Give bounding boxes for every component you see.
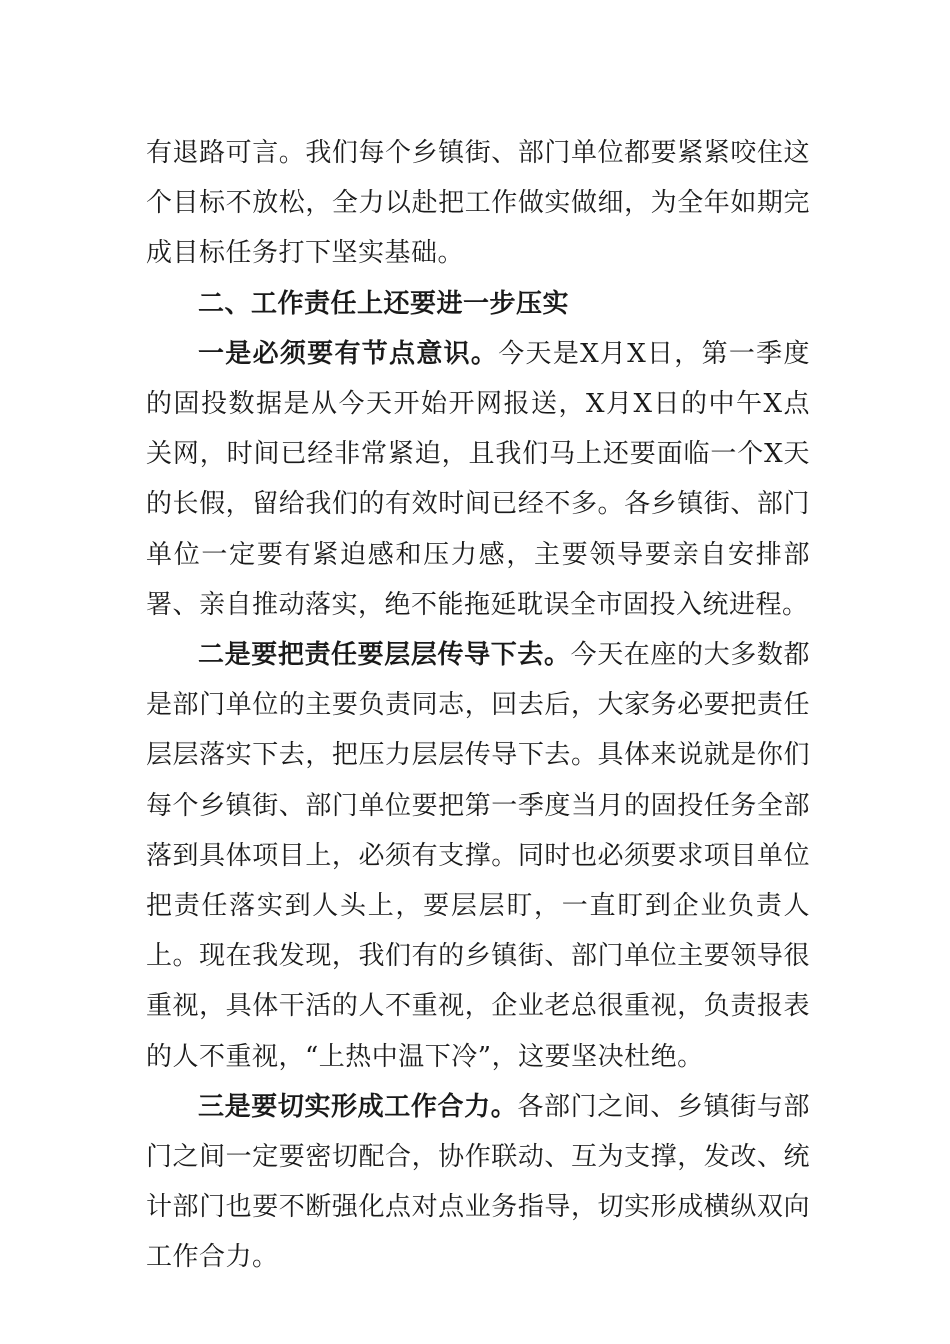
continuation-paragraph: 有退路可言。我们每个乡镇街、部门单位都要紧紧咬住这个目标不放松，全力以赴把工作做实做细，为全年如期完成目标任务打下坚实基础。 bbox=[146, 138, 810, 269]
item-lead-2: 二是要把责任要层层传导下去。 bbox=[198, 640, 571, 671]
item-body-2: 今天在座的大多数都是部门单位的主要负责同志，回去后，大家务必要把责任层层落实下去，把压力层层传导下去。具体来说就是你们每个乡镇街、部门单位要把第一季度当月的固投任务全部落到具体项目上，必须有支撑。同时也必须要求项目单位把责任落实到人头上，要层层盯，一直盯到企业负责人上。现在我发现，我们有的乡镇街、部门单位主要领导很重视，具体干活的人不重视，企业老总很重视，负责报表的人不重视，“上热中温下冷”，这要坚决杜绝。 bbox=[146, 640, 810, 1072]
item-body-3: 各部门之间、乡镇街与部门之间一定要密切配合，协作联动、互为支撑，发改、统计部门也要不断强化点对点业务指导，切实形成横纵双向工作合力。 bbox=[146, 1091, 810, 1273]
item-lead-3: 三是要切实形成工作合力。 bbox=[198, 1091, 518, 1122]
item-paragraph-2 bbox=[146, 630, 810, 1082]
item-paragraph-3 bbox=[146, 1082, 810, 1283]
item-body-1: 今天是X月X日，第一季度的固投数据是从今天开始开网报送，X月X日的中午X点关网，时间已经非常紧迫，且我们马上还要面临一个X天的长假，留给我们的有效时间已经不多。各乡镇街、部门单位一定要有紧迫感和压力感，主要领导要亲自安排部署、亲自推动落实，绝不能拖延耽误全市固投入统进程。 bbox=[146, 338, 810, 620]
section-heading: 二、工作责任上还要进一步压实 bbox=[198, 288, 570, 319]
document-page bbox=[146, 128, 810, 1283]
item-lead-1: 一是必须要有节点意识。 bbox=[198, 338, 499, 369]
item-paragraph-1 bbox=[146, 329, 810, 630]
